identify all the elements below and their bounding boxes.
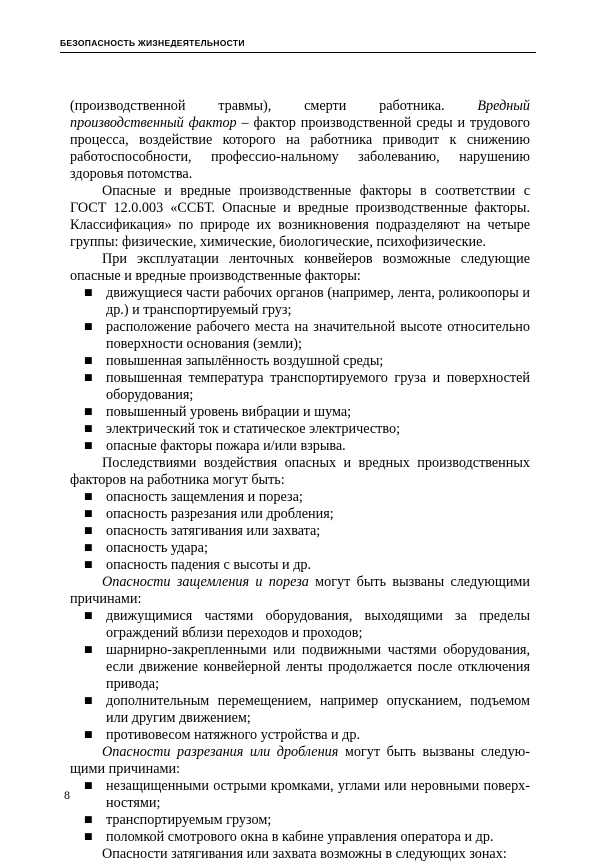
paragraph: Опасности разрезания или дробления могут быть вызваны следую-щими причинами: [70, 744, 530, 777]
term-harmful-factor: Вредный производственный фактор [70, 98, 530, 131]
list-item: ■ электрический ток и статическое электричество; [84, 421, 401, 437]
list-item: ■ незащищенными острыми кромками, углами или неровными поверх-ностями; [84, 778, 530, 811]
bullet-icon: ■ [84, 424, 93, 434]
page-number: 8 [64, 788, 70, 802]
bullet-icon: ■ [84, 645, 93, 655]
paragraph: Опасности защемления и пореза могут быть вызваны следующими причинами: [70, 574, 530, 607]
text-body [70, 98, 530, 863]
bullet-icon: ■ [84, 441, 93, 451]
list-item: ■ поломкой смотрового окна в кабине управления оператора и др. [84, 829, 494, 845]
paragraph: Последствиями воздействия опасных и вредных производственных факторов на работника могут быть: [70, 455, 530, 488]
running-header: БЕЗОПАСНОСТЬ ЖИЗНЕДЕЯТЕЛЬНОСТИ [60, 38, 245, 48]
list-item: ■ опасность падения с высоты и др. [84, 557, 312, 573]
list-item: ■ шарнирно-закрепленными или подвижными частями оборудования, если движение конвейерной ленты продолжается после отключения привода; [84, 642, 530, 692]
list-item: ■ расположение рабочего места на значительной высоте относительно поверхности основания (земли); [84, 319, 530, 352]
term-pinch: Опасности защемления и пореза [102, 574, 309, 590]
list-item: ■ движущимися частями оборудования, выходящими за пределы ограждений вблизи переходов и проходов; [84, 608, 530, 641]
list-item: ■ опасность защемления и пореза; [84, 489, 303, 505]
bullet-icon: ■ [84, 781, 93, 791]
bullet-icon: ■ [84, 526, 93, 536]
bullet-icon: ■ [84, 492, 93, 502]
pinch-causes-list [70, 608, 530, 744]
bullet-icon: ■ [84, 509, 93, 519]
bullet-icon: ■ [84, 543, 93, 553]
header-rule [60, 52, 536, 53]
list-item: ■ движущиеся части рабочих органов (например, лента, роликоопоры и др.) и транспортируемый груз; [84, 285, 530, 318]
bullet-icon: ■ [84, 611, 93, 621]
list-item: ■ опасность затягивания или захвата; [84, 523, 321, 539]
list-item: ■ транспортируемым грузом; [84, 812, 272, 828]
bullet-icon: ■ [84, 730, 93, 740]
bullet-icon: ■ [84, 407, 93, 417]
list-item: ■ опасные факторы пожара и/или взрыва. [84, 438, 346, 454]
cut-causes-list [70, 778, 530, 846]
bullet-icon: ■ [84, 322, 93, 332]
factors-list [70, 285, 530, 455]
list-item: ■ опасность разрезания или дробления; [84, 506, 334, 522]
bullet-icon: ■ [84, 560, 93, 570]
list-item: ■ повышенная температура транспортируемого груза и поверхностей оборудования; [84, 370, 530, 403]
bullet-icon: ■ [84, 373, 93, 383]
bullet-icon: ■ [84, 815, 93, 825]
paragraph: (производственной травмы), смерти работника. Вредный производственный фактор – фактор производственной среды и трудового процесса, воздействие которого на работника приводит к снижению работоспособности, профессио-нальному заболеванию, нарушению здоровья потомства. [70, 98, 530, 182]
list-item: ■ дополнительным перемещением, например опусканием, подъемом или другим движением; [84, 693, 530, 726]
paragraph: При эксплуатации ленточных конвейеров возможные следующие опасные и вредные производственные факторы: [70, 251, 530, 284]
term-cut: Опасности разрезания или дробления [102, 744, 339, 760]
list-item: ■ повышенный уровень вибрации и шума; [84, 404, 352, 420]
paragraph: Опасности затягивания или захвата возможны в следующих зонах: [102, 846, 507, 862]
consequences-list [70, 489, 530, 574]
paragraph: Опасные и вредные производственные факторы в соответствии с ГОСТ 12.0.003 «ССБТ. Опасные и вредные производственные факторы. Классификация» по природе их возникновения подразделяют на четыре группы: физические, химические, биологические, психофизические. [70, 183, 530, 250]
bullet-icon: ■ [84, 288, 93, 298]
bullet-icon: ■ [84, 832, 93, 842]
bullet-icon: ■ [84, 356, 93, 366]
list-item: ■ опасность удара; [84, 540, 208, 556]
list-item: ■ противовесом натяжного устройства и др. [84, 727, 361, 743]
bullet-icon: ■ [84, 696, 93, 706]
list-item: ■ повышенная запылённость воздушной среды; [84, 353, 384, 369]
